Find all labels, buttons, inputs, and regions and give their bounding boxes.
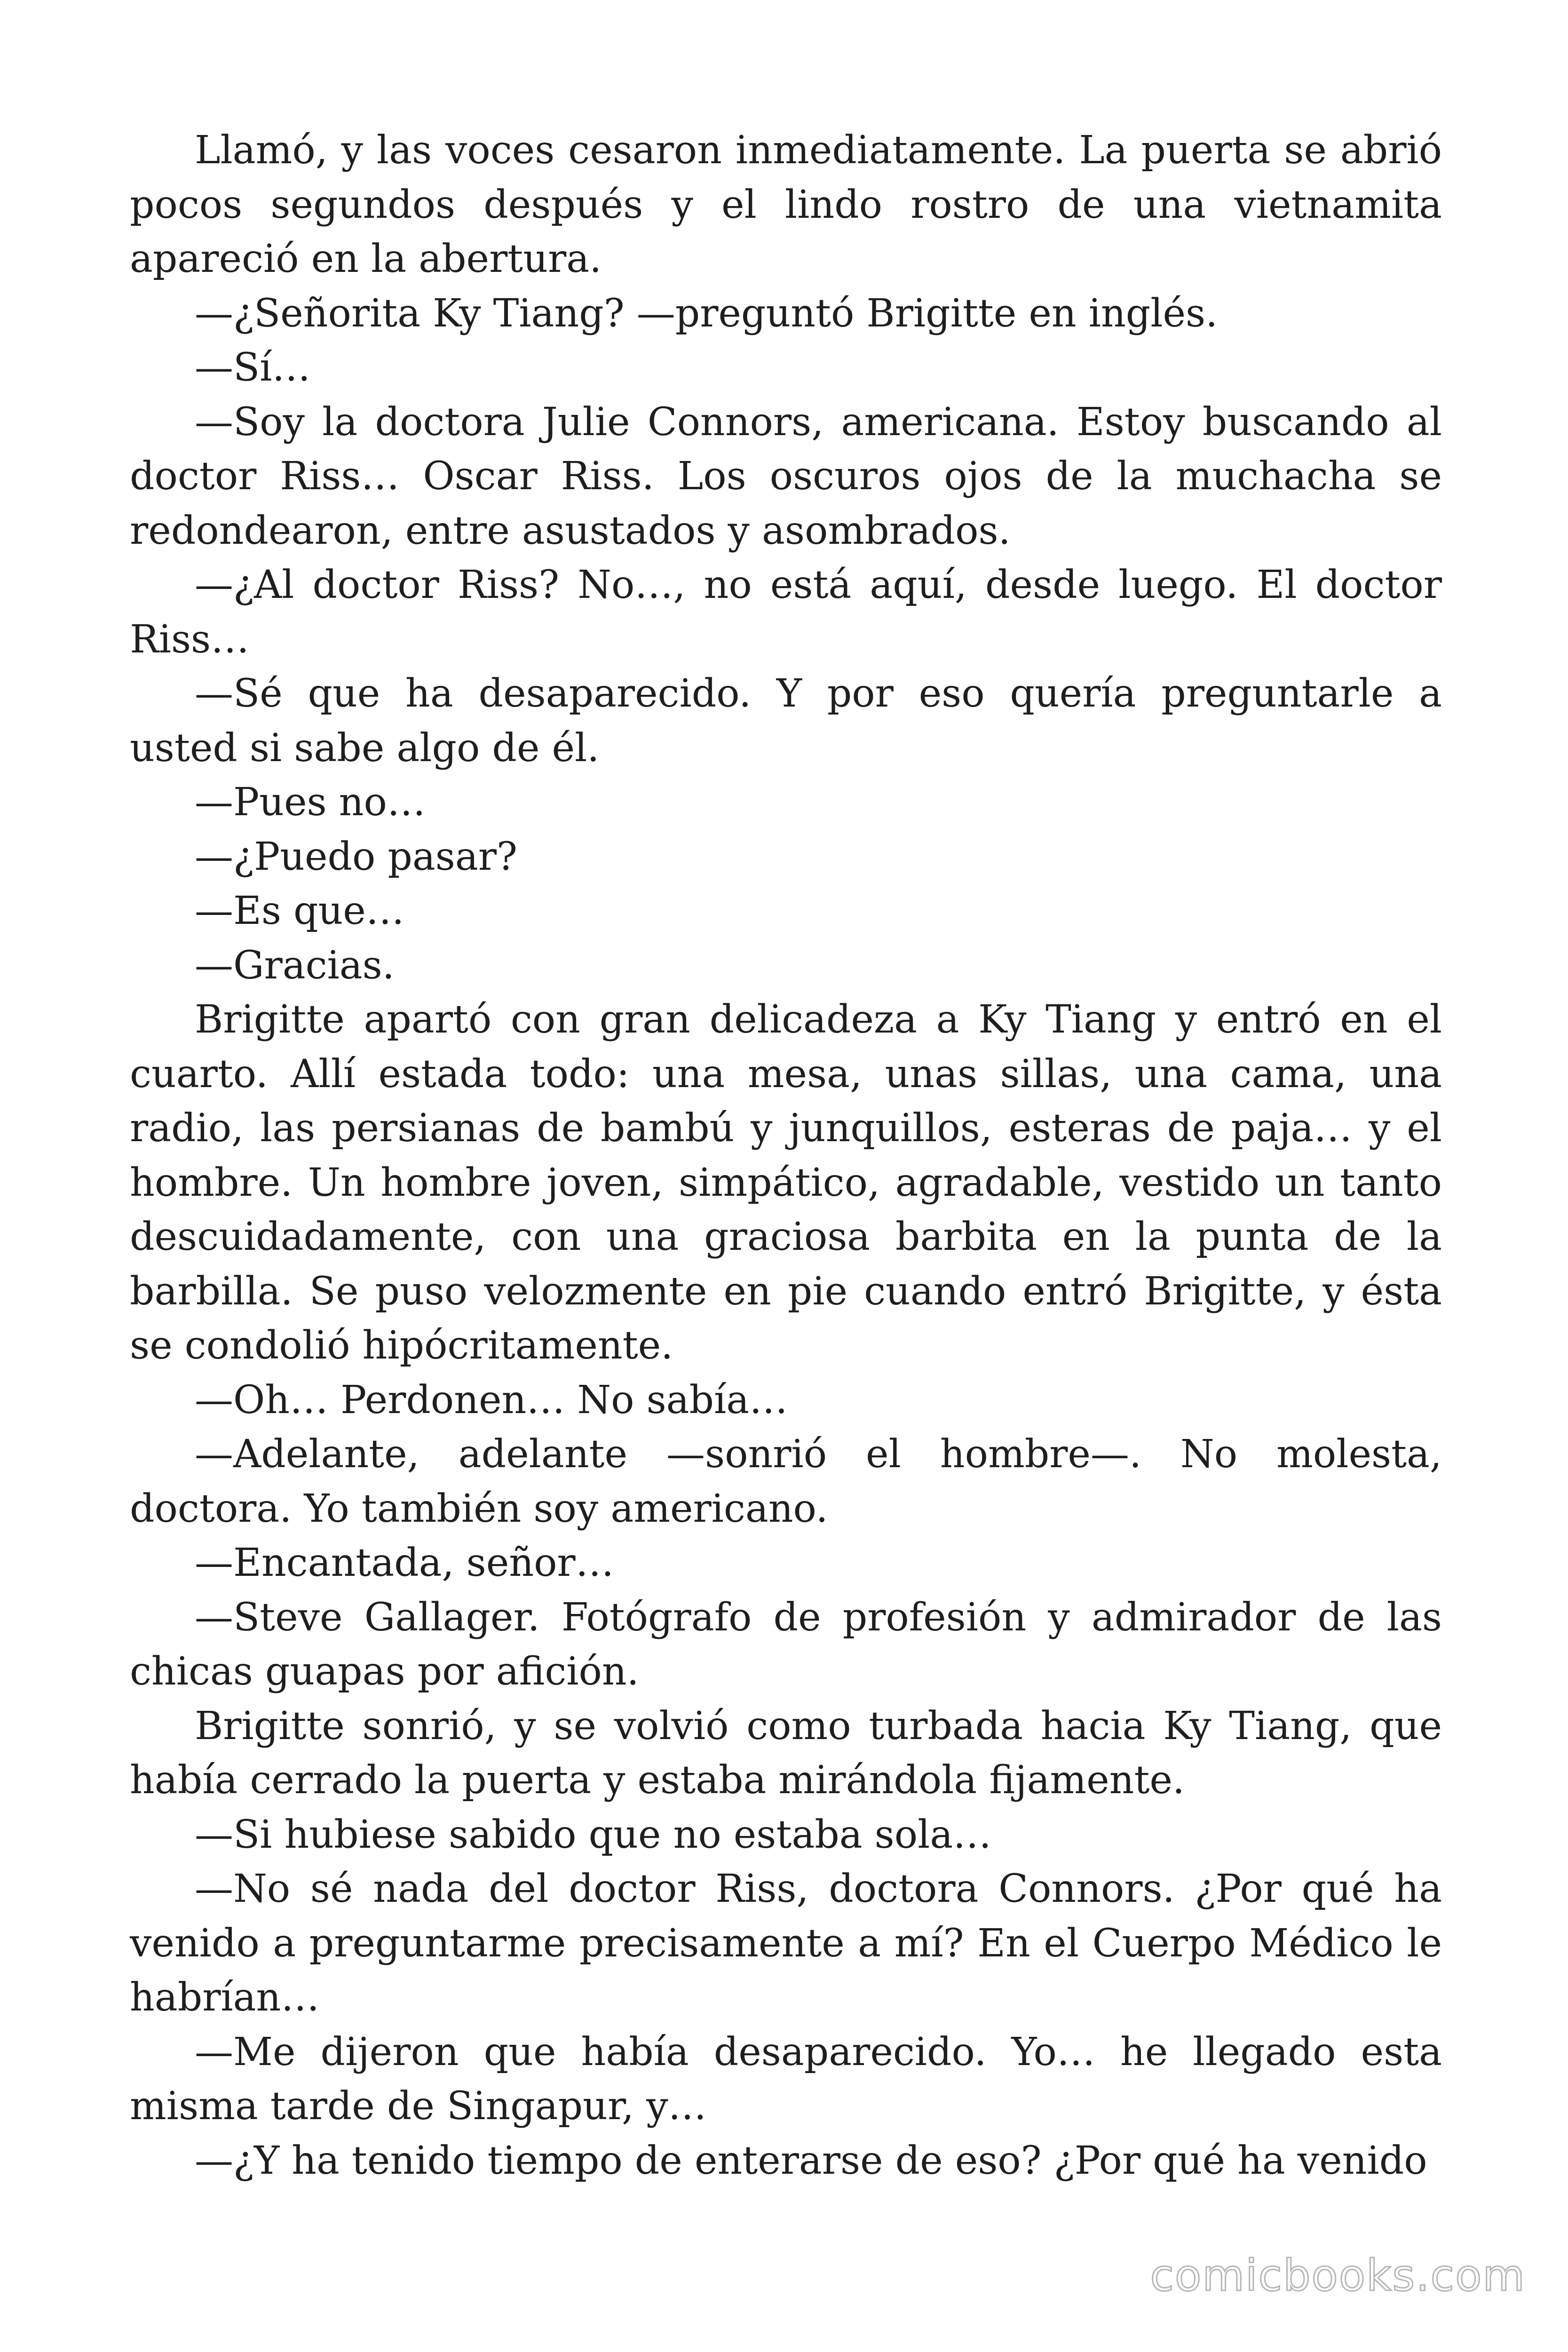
paragraph: —¿Al doctor Riss? No…, no está aquí, desde luego. El doctor Riss… — [130, 563, 1442, 662]
paragraph: —Sí… — [195, 345, 311, 390]
paragraph: —Oh… Perdonen… No sabía… — [195, 1377, 788, 1422]
paragraph: Llamó, y las voces cesaron inmediatamente. La puerta se abrió pocos segundos después y el lindo rostro de una vietnamita apareció en la abertura. — [130, 128, 1442, 281]
paragraph: —Es que… — [195, 889, 404, 933]
paragraph: Brigitte sonrió, y se volvió como turbada hacia Ky Tiang, que había cerrado la puerta y estaba mirándola fijamente. — [130, 1703, 1442, 1803]
paragraph: —¿Señorita Ky Tiang? —preguntó Brigitte en inglés. — [195, 291, 1218, 336]
paragraph: —Sé que ha desaparecido. Y por eso quería preguntarle a usted si sabe algo de él. — [130, 671, 1442, 771]
body-text — [130, 123, 1442, 2188]
paragraph: —Adelante, adelante —sonrió el hombre—. No molesta, doctora. Yo también soy americano. — [130, 1432, 1442, 1531]
paragraph: —Encantada, señor… — [195, 1541, 614, 1585]
paragraph: —No sé nada del doctor Riss, doctora Connors. ¿Por qué ha venido a preguntarme precisamente a mí? En el Cuerpo Médico le habrían… — [130, 1867, 1442, 2020]
paragraph: Brigitte apartó con gran delicadeza a Ky Tiang y entró en el cuarto. Allí estada todo: una mesa, unas sillas, una cama, una radio, las persianas de bambú y junquillos, esteras de paja… y el hombre. Un hombre joven, simpático, agradable, vestido un tanto descuidadamente, con una graciosa barbita en la punta de la barbilla. Se puso velozmente en pie cuando entró Brigitte, y ésta se condolió hipócritamente. — [130, 997, 1442, 1368]
paragraph: —¿Puedo pasar? — [195, 834, 517, 879]
watermark: comicbooks.com — [1150, 2250, 1526, 2301]
paragraph: —Soy la doctora Julie Connors, americana. Estoy buscando al doctor Riss… Oscar Riss. Los oscuros ojos de la muchacha se redondearon, entre asustados y asombrados. — [130, 399, 1442, 553]
paragraph: —Steve Gallager. Fotógrafo de profesión y admirador de las chicas guapas por afición. — [130, 1595, 1442, 1694]
paragraph: —Me dijeron que había desaparecido. Yo… he llegado esta misma tarde de Singapur, y… — [130, 2029, 1442, 2129]
paragraph: —Gracias. — [195, 943, 395, 988]
paragraph: —Si hubiese sabido que no estaba sola… — [195, 1812, 992, 1857]
paragraph: —¿Y ha tenido tiempo de enterarse de eso? ¿Por qué ha venido — [195, 2138, 1427, 2183]
paragraph: —Pues no… — [195, 780, 426, 825]
